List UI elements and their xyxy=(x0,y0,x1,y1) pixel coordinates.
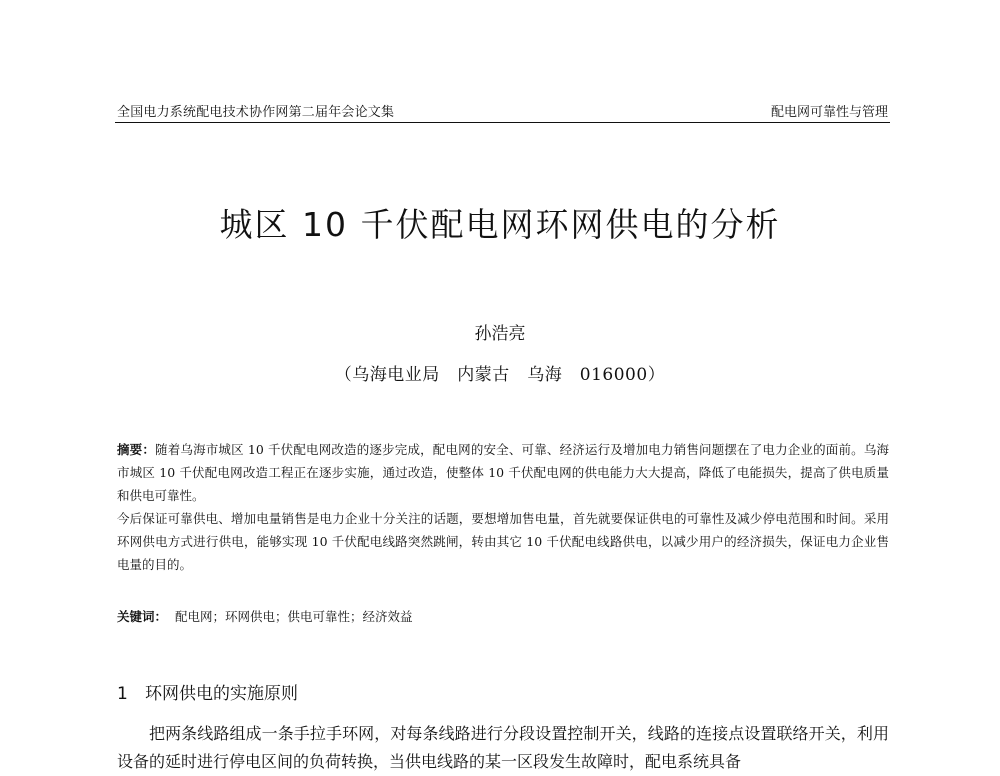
abstract-label: 摘要： xyxy=(117,442,156,457)
author-affiliation: （乌海电业局 内蒙古 乌海 016000） xyxy=(334,365,666,385)
abstract-paragraph-1 xyxy=(117,438,889,507)
running-header-right: 配电网可靠性与管理 xyxy=(770,105,888,120)
abstract xyxy=(117,438,889,576)
keywords xyxy=(117,607,412,625)
section-title: 环网供电的实施原则 xyxy=(145,684,298,704)
paper-title: 城区 10 千伏配电网环网供电的分析 xyxy=(219,205,781,244)
section-number: 1 xyxy=(117,684,128,704)
abstract-paragraph-2: 今后保证可靠供电、增加电量销售是电力企业十分关注的话题，要想增加售电量，首先就要保证供电的可靠性及减少停电范围和时间。采用环网供电方式进行供电，能够实现 10 千伏配电线路突然跳闸，转由其它 10 千伏配电线路供电，以减少用户的经济损失，保证电力企业售电量的目的。 xyxy=(117,511,889,572)
abstract-text-1: 随着乌海市城区 10 千伏配电网改造的逐步完成，配电网的安全、可靠、经济运行及增加电力销售问题摆在了电力企业的面前。乌海市城区 10 千伏配电网改造工程正在逐步实施，通过改造，使整体 10 千伏配电网的供电能力大大提高，降低了电能损失，提高了供电质量和供电可靠性。 xyxy=(117,442,889,503)
section-heading xyxy=(117,679,298,704)
keywords-label: 关键词： xyxy=(117,609,168,624)
author-name: 孙浩亮 xyxy=(474,324,526,344)
section-body-text: 把两条线路组成一条手拉手环网，对每条线路进行分段设置控制开关，线路的连接点设置联络开关，利用设备的延时进行停电区间的负荷转换，当供电线路的某一区段发生故障时，配电系统具备 xyxy=(117,724,889,771)
header-rule xyxy=(115,122,890,123)
keywords-text: 配电网；环网供电；供电可靠性；经济效益 xyxy=(174,609,413,624)
running-header-left: 全国电力系统配电技术协作网第二届年会论文集 xyxy=(117,105,395,120)
